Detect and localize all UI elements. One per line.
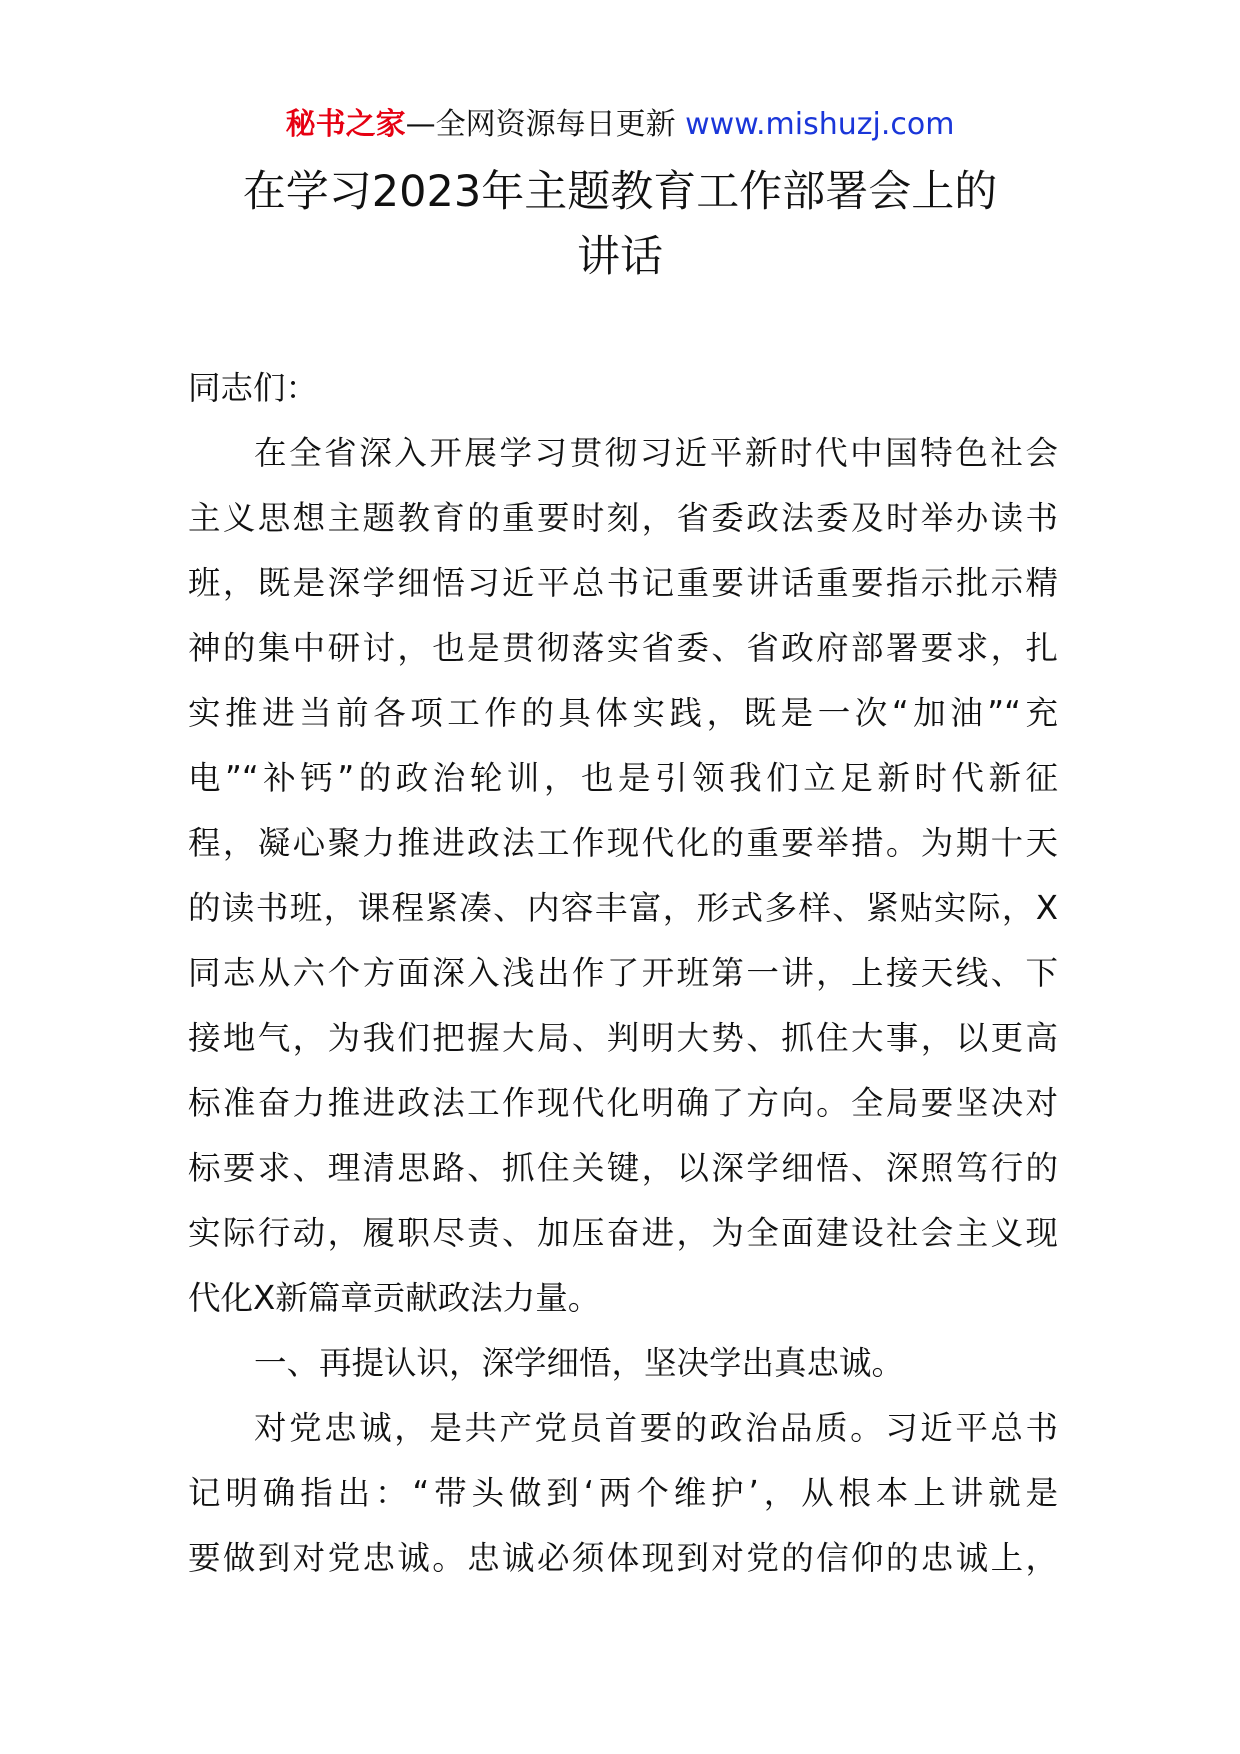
title-line-2: 讲话 bbox=[577, 232, 663, 282]
header-tagline: —全网资源每日更新 bbox=[405, 107, 676, 142]
brand-name: 秘书之家 bbox=[285, 107, 406, 142]
document-body bbox=[188, 356, 1058, 1591]
body-line: 接地气，为我们把握大局、判明大势、抓住大事，以更高 bbox=[188, 1019, 1058, 1057]
title-line-1: 在学习2023年主题教育工作部署会上的 bbox=[242, 167, 998, 217]
body-line: 电”“补钙”的政治轮训，也是引领我们立足新时代新征 bbox=[188, 759, 1058, 797]
body-line: 程，凝心聚力推进政法工作现代化的重要举措。为期十天 bbox=[188, 824, 1058, 862]
site-url[interactable]: www.mishuzj.com bbox=[685, 107, 955, 142]
body-line: 的读书班，课程紧凑、内容丰富，形式多样、紧贴实际，X bbox=[188, 889, 1058, 927]
section-heading: 一、再提认识，深学细悟，坚决学出真忠诚。 bbox=[254, 1344, 905, 1382]
body-line: 班，既是深学细悟习近平总书记重要讲话重要指示批示精 bbox=[188, 564, 1058, 602]
site-header bbox=[0, 103, 1240, 147]
body-line: 标准奋力推进政法工作现代化明确了方向。全局要坚决对 bbox=[188, 1084, 1058, 1122]
body-line: 标要求、理清思路、抓住关键，以深学细悟、深照笃行的 bbox=[188, 1149, 1058, 1187]
body-line: 神的集中研讨，也是贯彻落实省委、省政府部署要求，扎 bbox=[188, 629, 1058, 667]
body-line: 主义思想主题教育的重要时刻，省委政法委及时举办读书 bbox=[188, 499, 1058, 537]
body-line: 对党忠诚，是共产党员首要的政治品质。习近平总书 bbox=[254, 1409, 1058, 1447]
body-line: 在全省深入开展学习贯彻习近平新时代中国特色社会 bbox=[254, 434, 1058, 472]
body-line: 实推进当前各项工作的具体实践，既是一次“加油”“充 bbox=[188, 694, 1058, 732]
body-line: 要做到对党忠诚。忠诚必须体现到对党的信仰的忠诚上， bbox=[188, 1539, 1058, 1577]
body-line: 代化X新篇章贡献政法力量。 bbox=[188, 1279, 601, 1317]
document-title bbox=[150, 160, 1090, 290]
salutation: 同志们： bbox=[188, 369, 319, 407]
body-line: 记明确指出：“带头做到‘两个维护’，从根本上讲就是 bbox=[188, 1474, 1058, 1512]
body-line: 实际行动，履职尽责、加压奋进，为全面建设社会主义现 bbox=[188, 1214, 1058, 1252]
body-line: 同志从六个方面深入浅出作了开班第一讲，上接天线、下 bbox=[188, 954, 1058, 992]
